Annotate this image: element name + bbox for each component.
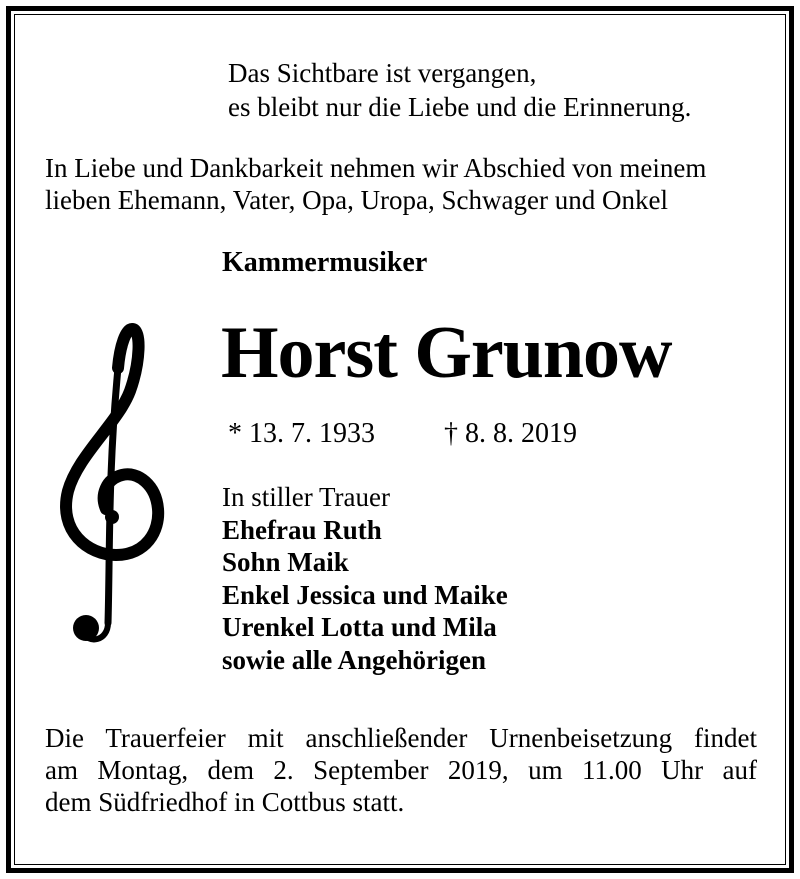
funeral-notice (45, 722, 757, 818)
mourners-heading: In stiller Trauer (222, 482, 390, 512)
mourner-name: Urenkel Lotta und Mila (222, 612, 497, 642)
mourners-list (222, 481, 508, 676)
birth-date: * 13. 7. 1933 (228, 418, 375, 449)
profession: Kammermusiker (222, 247, 428, 278)
death-date: † 8. 8. 2019 (444, 418, 577, 449)
intro-text (45, 152, 706, 216)
funeral-line-1: Die Trauerfeier mit anschließender Urnenbeisetzung findet (45, 723, 757, 753)
mourner-name: Enkel Jessica und Maike (222, 579, 508, 610)
funeral-line-3: dem Südfriedhof in Cottbus statt. (45, 787, 405, 817)
motto (228, 56, 691, 124)
intro-line-1: In Liebe und Dankbarkeit nehmen wir Abschied von meinem (45, 153, 707, 183)
motto-line-2: es bleibt nur die Liebe und die Erinnerung. (228, 92, 692, 122)
treble-clef-icon (58, 323, 168, 653)
mourner-name: Sohn Maik (222, 547, 349, 577)
motto-line-1: Das Sichtbare ist vergangen, (228, 58, 537, 88)
funeral-line-2: am Montag, dem 2. September 2019, um 11.00 Uhr auf (45, 755, 757, 785)
mourner-name: sowie alle Angehörigen (222, 644, 486, 675)
mourner-name: Ehefrau Ruth (222, 514, 382, 545)
intro-line-2: lieben Ehemann, Vater, Opa, Uropa, Schwager und Onkel (45, 185, 668, 215)
deceased-name: Horst Grunow (221, 312, 672, 394)
